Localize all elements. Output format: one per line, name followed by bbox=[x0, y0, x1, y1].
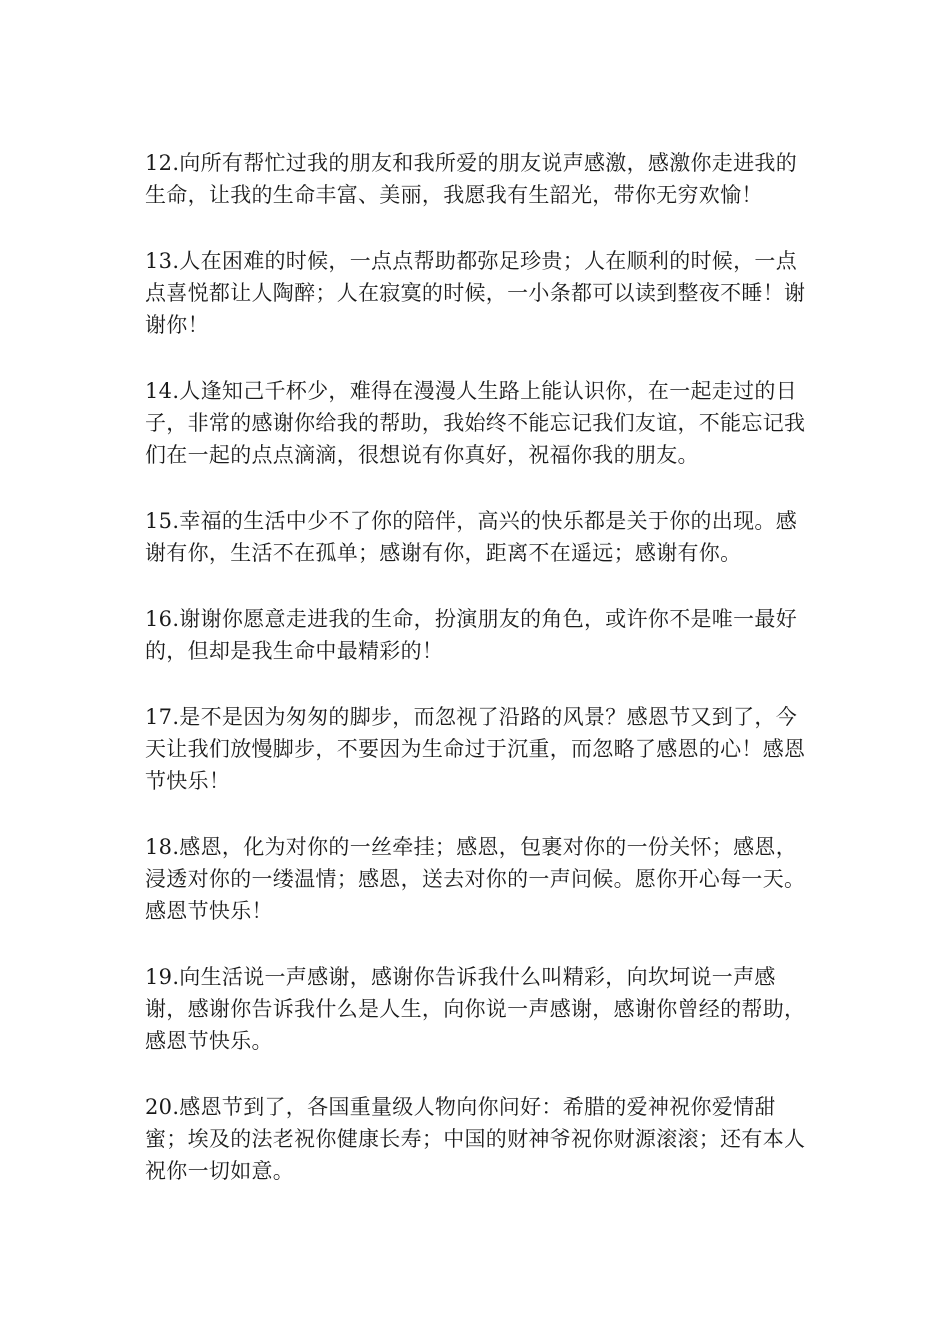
paragraph-15: 15.幸福的生活中少不了你的陪伴，高兴的快乐都是关于你的出现。感谢有你，生活不在孤单；感谢有你，距离不在遥远；感谢有你。 bbox=[145, 509, 797, 565]
paragraph-19: 19.向生活说一声感谢，感谢你告诉我什么叫精彩，向坎坷说一声感谢，感谢你告诉我什么是人生，向你说一声感谢，感谢你曾经的帮助，感恩节快乐。 bbox=[145, 965, 806, 1053]
paragraph-12: 12.向所有帮忙过我的朋友和我所爱的朋友说声感激，感激你走进我的生命，让我的生命丰富、美丽，我愿我有生韶光，带你无穷欢愉！ bbox=[145, 151, 797, 207]
document-body bbox=[145, 147, 810, 1221]
paragraph-20: 20.感恩节到了，各国重量级人物向你问好：希腊的爱神祝你爱情甜蜜；埃及的法老祝你健康长寿；中国的财神爷祝你财源滚滚；还有本人祝你一切如意。 bbox=[145, 1095, 806, 1183]
paragraph-18: 18.感恩，化为对你的一丝牵挂；感恩，包裹对你的一份关怀；感恩，浸透对你的一缕温情；感恩，送去对你的一声问候。愿你开心每一天。感恩节快乐！ bbox=[145, 835, 806, 923]
paragraph-17: 17.是不是因为匆匆的脚步，而忽视了沿路的风景？感恩节又到了，今天让我们放慢脚步，不要因为生命过于沉重，而忽略了感恩的心！感恩节快乐！ bbox=[145, 705, 806, 793]
paragraph-13: 13.人在困难的时候，一点点帮助都弥足珍贵；人在顺利的时候，一点点喜悦都让人陶醉；人在寂寞的时候，一小条都可以读到整夜不睡！谢谢你！ bbox=[145, 249, 806, 337]
paragraph-16: 16.谢谢你愿意走进我的生命，扮演朋友的角色，或许你不是唯一最好的，但却是我生命中最精彩的！ bbox=[145, 607, 797, 663]
paragraph-14: 14.人逢知己千杯少，难得在漫漫人生路上能认识你，在一起走过的日子，非常的感谢你给我的帮助，我始终不能忘记我们友谊，不能忘记我们在一起的点点滴滴，很想说有你真好，祝福你我的朋友。 bbox=[145, 379, 806, 467]
